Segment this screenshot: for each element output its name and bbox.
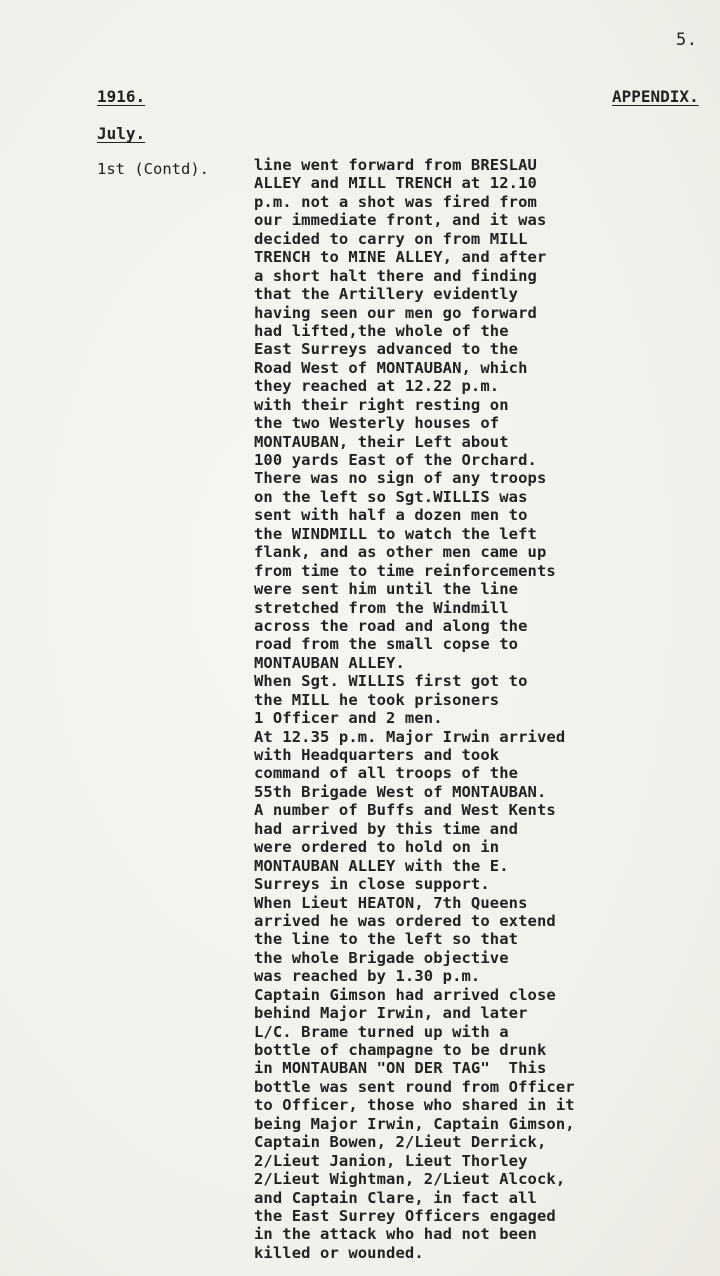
appendix-heading: APPENDIX. <box>612 87 699 106</box>
text-line: A number of Buffs and West Kents <box>254 801 556 820</box>
text-line: behind Major Irwin, and later <box>254 1004 528 1023</box>
text-line: There was no sign of any troops <box>254 469 547 488</box>
text-line: our immediate front, and it was <box>254 211 547 230</box>
text-line: MONTAUBAN ALLEY. <box>254 653 405 672</box>
text-line: killed or wounded. <box>254 1243 424 1262</box>
month-heading: July. <box>97 124 146 143</box>
text-line: the WINDMILL to watch the left <box>254 524 537 543</box>
text-line: 1 Officer and 2 men. <box>254 709 443 728</box>
text-line: in MONTAUBAN "ON DER TAG" This <box>254 1059 547 1078</box>
text-line: the line to the left so that <box>254 930 519 949</box>
text-line: had arrived by this time and <box>254 819 519 838</box>
text-line: 2/Lieut Janion, Lieut Thorley <box>254 1151 528 1170</box>
text-line: across the road and along the <box>254 616 528 635</box>
text-line: Road West of MONTAUBAN, which <box>254 358 528 377</box>
text-line: had lifted,the whole of the <box>254 321 509 340</box>
text-line: were sent him until the line <box>254 580 519 599</box>
text-line: Captain Gimson had arrived close <box>254 985 556 1004</box>
text-line: ALLEY and MILL TRENCH at 12.10 <box>254 174 537 193</box>
text-line: that the Artillery evidently <box>254 285 519 304</box>
text-line: the East Surrey Officers engaged <box>254 1206 556 1225</box>
text-line: decided to carry on from MILL <box>254 229 528 248</box>
text-line: from time to time reinforcements <box>254 561 556 580</box>
text-line: a short halt there and finding <box>254 266 537 285</box>
year-heading: 1916. <box>97 87 146 106</box>
text-line: When Sgt. WILLIS first got to <box>254 672 528 691</box>
text-line: arrived he was ordered to extend <box>254 911 556 930</box>
text-line: When Lieut HEATON, 7th Queens <box>254 893 528 912</box>
text-line: were ordered to hold on in <box>254 838 500 857</box>
text-line: At 12.35 p.m. Major Irwin arrived <box>254 727 566 746</box>
text-line: in the attack who had not been <box>254 1225 537 1244</box>
text-line: MONTAUBAN ALLEY with the E. <box>254 856 509 875</box>
text-line: the MILL he took prisoners <box>254 690 500 709</box>
text-line: on the left so Sgt.WILLIS was <box>254 487 528 506</box>
text-line: p.m. not a shot was fired from <box>254 192 537 211</box>
text-line: being Major Irwin, Captain Gimson, <box>254 1114 575 1133</box>
entry-date: 1st (Contd). <box>97 160 209 178</box>
text-line: sent with half a dozen men to <box>254 506 528 525</box>
text-line: command of all troops of the <box>254 764 519 783</box>
text-line: MONTAUBAN, their Left about <box>254 432 509 451</box>
text-line: flank, and as other men came up <box>254 543 547 562</box>
page-number: 5. <box>676 30 698 50</box>
text-line: with their right resting on <box>254 395 509 414</box>
text-line: L/C. Brame turned up with a <box>254 1022 509 1041</box>
text-line: road from the small copse to <box>254 635 519 654</box>
text-line: with Headquarters and took <box>254 746 500 764</box>
text-line: TRENCH to MINE ALLEY, and after <box>254 248 547 267</box>
text-line: East Surreys advanced to the <box>254 340 519 359</box>
text-line: and Captain Clare, in fact all <box>254 1188 537 1207</box>
text-line: to Officer, those who shared in it <box>254 1096 575 1115</box>
text-line: 100 yards East of the Orchard. <box>254 451 537 469</box>
text-line: 55th Brigade West of MONTAUBAN. <box>254 782 547 801</box>
text-line: bottle was sent round from Officer <box>254 1077 575 1096</box>
text-line: stretched from the Windmill <box>254 598 509 617</box>
text-line: bottle of champagne to be drunk <box>254 1041 547 1059</box>
text-line: the whole Brigade objective <box>254 948 509 967</box>
text-line: the two Westerly houses of <box>254 414 500 433</box>
text-line: they reached at 12.22 p.m. <box>254 377 500 396</box>
text-line: Captain Bowen, 2/Lieut Derrick, <box>254 1133 547 1152</box>
text-line: line went forward from BRESLAU <box>254 156 537 174</box>
entry-body <box>254 156 694 1262</box>
text-line: Surreys in close support. <box>254 875 490 894</box>
text-line: having seen our men go forward <box>254 303 537 322</box>
text-line: was reached by 1.30 p.m. <box>254 967 481 986</box>
text-line: 2/Lieut Wightman, 2/Lieut Alcock, <box>254 1170 566 1189</box>
